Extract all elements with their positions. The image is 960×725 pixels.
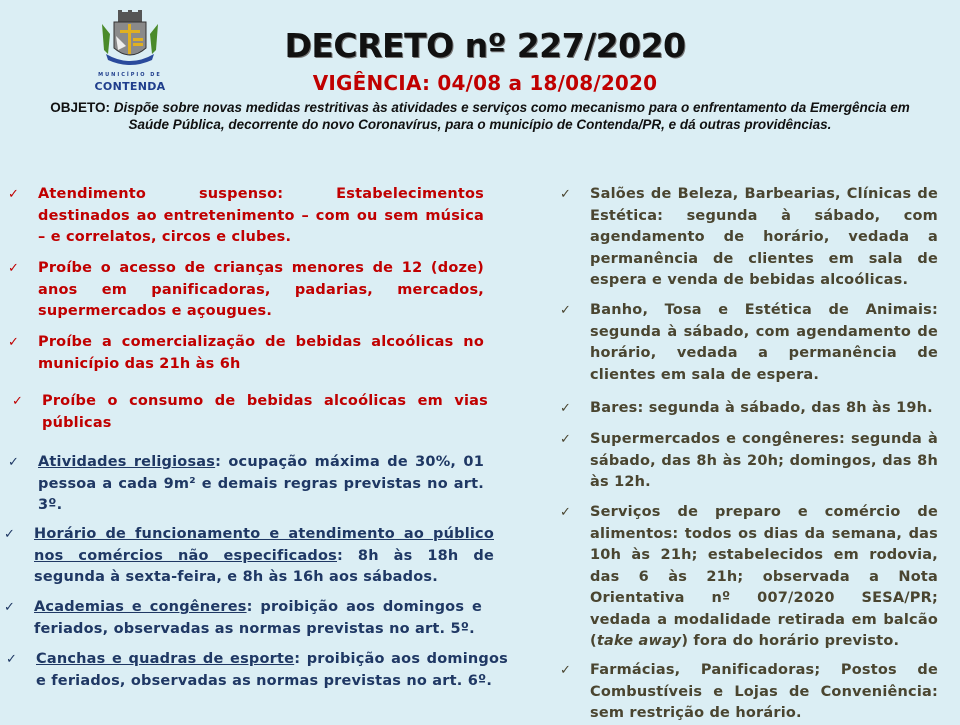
list-item: ✓ Proíbe o acesso de crianças menores de 12 (doze) anos em panificadoras, padarias, mercados, supermercados e açougues. (8, 258, 484, 323)
list-item: ✓ Atividades religiosas: ocupação máxima de 30%, 01 pessoa a cada 9m² e demais regras previstas no art. 3º. (8, 452, 484, 517)
list-item: ✓ Horário de funcionamento e atendimento ao público nos comércios não especificados: 8h às 18h de segunda à sexta-feira, e 8h às 16h aos sábados. (4, 524, 494, 589)
list-item: ✓ Bares: segunda à sábado, das 8h às 19h. (560, 398, 938, 420)
list-item: ✓ Banho, Tosa e Estética de Animais: segunda à sábado, com agendamento de horário, vedada a permanência de clientes em sala de espera. (560, 300, 938, 386)
check-icon: ✓ (8, 187, 20, 202)
item-heading: Atividades religiosas (38, 454, 216, 470)
check-icon: ✓ (8, 261, 20, 276)
object-label: OBJETO: (50, 100, 110, 115)
check-icon: ✓ (4, 527, 16, 542)
check-icon: ✓ (560, 401, 572, 416)
list-item: ✓ Supermercados e congêneres: segunda à sábado, das 8h às 20h; domingos, das 8h às 12h. (560, 429, 938, 494)
check-icon: ✓ (4, 600, 16, 615)
list-item: ✓ Proíbe a comercialização de bebidas alcoólicas no município das 21h às 6h (8, 332, 484, 375)
check-icon: ✓ (560, 303, 572, 318)
check-icon: ✓ (12, 394, 24, 409)
coat-of-arms-icon (96, 10, 164, 68)
check-icon: ✓ (560, 505, 572, 520)
list-item: ✓ Academias e congêneres: proibição aos domingos e feriados, observadas as normas previstas no art. 5º. (4, 597, 482, 640)
list-item: ✓ Proíbe o consumo de bebidas alcoólicas em vias públicas (12, 391, 488, 434)
decree-object (40, 99, 920, 133)
check-icon: ✓ (8, 335, 20, 350)
item-heading: Canchas e quadras de esporte (36, 651, 295, 667)
check-icon: ✓ (560, 187, 572, 202)
item-heading: Academias e congêneres (34, 599, 247, 615)
logo-subtitle: MUNICÍPIO DE (98, 72, 162, 78)
check-icon: ✓ (8, 455, 20, 470)
item-heading: Horário de funcionamento e atendimento ao público nos comércios não especificados (34, 526, 494, 564)
decree-title: DECRETO nº 227/2020 (284, 26, 686, 65)
list-item: ✓ Atendimento suspenso: Estabelecimentos destinados ao entretenimento – com ou sem música – e correlatos, circos e clubes. (8, 184, 484, 249)
check-icon: ✓ (6, 652, 18, 667)
logo-name: CONTENDA (94, 80, 166, 93)
list-item: ✓ Canchas e quadras de esporte: proibição aos domingos e feriados, observadas as normas previstas no art. 6º. (6, 649, 508, 692)
check-icon: ✓ (560, 663, 572, 678)
list-item: ✓ Salões de Beleza, Barbearias, Clínicas de Estética: segunda à sábado, com agendamento de horário, vedada a permanência de clientes em sala de espera e venda de bebidas alcoólicas. (560, 184, 938, 292)
municipal-logo (86, 10, 174, 96)
check-icon: ✓ (560, 432, 572, 447)
list-item: ✓ Farmácias, Panificadoras; Postos de Combustíveis e Lojas de Conveniência: sem restrição de horário. (560, 660, 938, 725)
list-item: ✓ Serviços de preparo e comércio de alimentos: todos os dias da semana, das 10h às 21h; estabelecidos em rodovia, das 6 às 21h; observada a Nota Orientativa nº 007/2020 SESA/PR; vedada a modalidade retirada em balcão (take away) fora do horário previsto. (560, 502, 938, 653)
validity-period: VIGÊNCIA: 04/08 a 18/08/2020 (312, 71, 658, 95)
object-text: Dispõe sobre novas medidas restritivas às atividades e serviços como mecanismo para o enfrentamento da Emergência em Saúde Pública, decorrente do novo Coronavírus, para o município de Contenda/PR, e dá outras providências. (109, 100, 910, 132)
